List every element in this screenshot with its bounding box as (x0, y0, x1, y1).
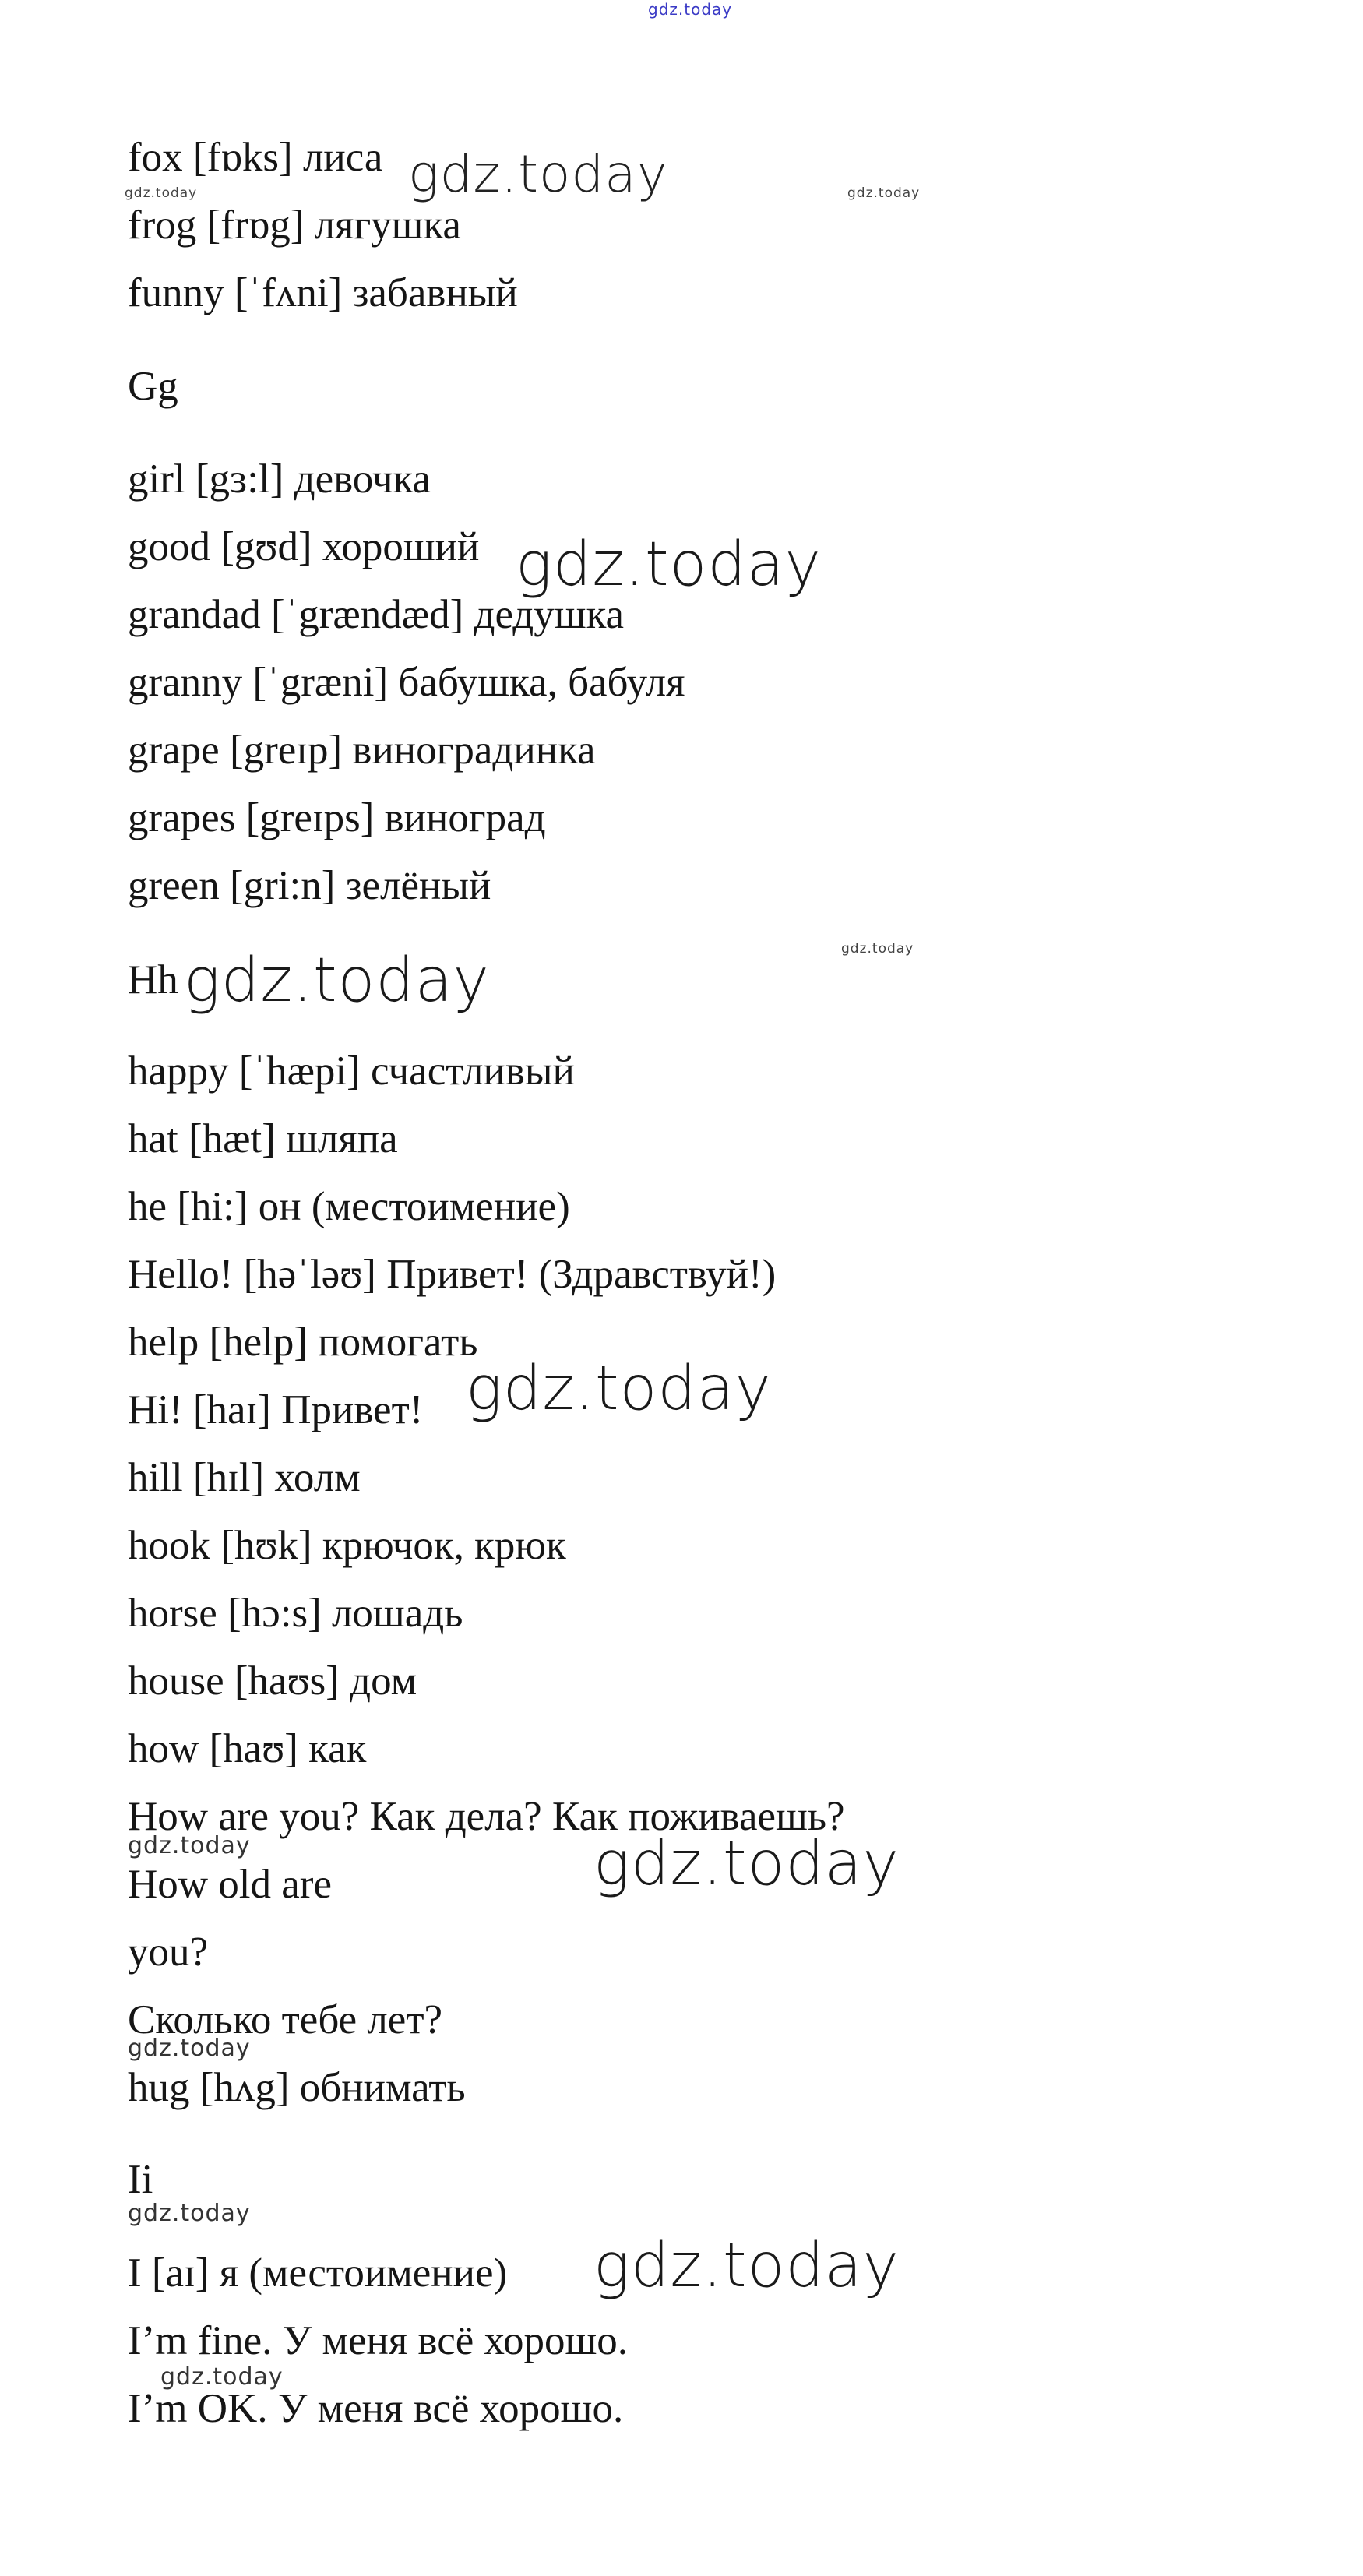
vocab-entry: good [gʊd] хороший (128, 524, 480, 569)
watermark: gdz.today (516, 530, 822, 600)
vocab-entry: he [hi:] он (местоимение) (128, 1184, 570, 1229)
watermark: gdz.today (408, 144, 668, 204)
watermark: gdz.today (184, 946, 490, 1016)
watermark: gdz.today (841, 941, 914, 957)
vocab-entry: Сколько тебе лет? (128, 1997, 443, 2042)
section-heading-i: Ii (128, 2157, 153, 2202)
vocab-entry: hill [hɪl] холм (128, 1455, 361, 1500)
vocab-entry: how [haʊ] как (128, 1726, 367, 1771)
vocab-entry: help [help] помогать (128, 1320, 478, 1365)
watermark: gdz.today (128, 2035, 251, 2062)
vocab-entry: I’m OK. У меня всё хорошо. (128, 2386, 624, 2431)
vocab-entry: grape [greɪp] виноградинка (128, 728, 596, 773)
vocab-entry: house [haʊs] дом (128, 1658, 417, 1704)
vocab-entry: grapes [greɪps] виноград (128, 795, 546, 840)
watermark: gdz.today (125, 185, 198, 201)
watermark: gdz.today (847, 185, 921, 201)
vocab-entry: How are you? Как дела? Как поживаешь? (128, 1794, 845, 1839)
section-heading-h: Hh (128, 957, 178, 1003)
watermark-top: gdz.today (648, 0, 733, 19)
vocab-entry: girl [gɜ:l] девочка (128, 456, 431, 502)
vocab-entry: happy [ˈhæpi] счастливый (128, 1048, 575, 1094)
watermark: gdz.today (593, 1829, 900, 1899)
watermark: gdz.today (466, 1354, 772, 1424)
vocab-entry: frog [frɒg] лягушка (128, 203, 461, 248)
vocab-entry: grandad [ˈgrændæd] дедушка (128, 592, 625, 637)
vocab-entry: hat [hæt] шляпа (128, 1116, 398, 1161)
watermark: gdz.today (128, 2200, 251, 2227)
vocab-entry: you? (128, 1929, 209, 1975)
vocab-entry: granny [ˈgræni] бабушка, бабуля (128, 660, 685, 705)
vocab-entry: hug [hʌg] обнимать (128, 2065, 466, 2110)
vocab-entry: Hello! [həˈləʊ] Привет! (Здравствуй!) (128, 1252, 777, 1297)
vocab-entry: horse [hɔ:s] лошадь (128, 1591, 463, 1636)
vocab-entry: I’m fine. У меня всё хорошо. (128, 2318, 629, 2363)
vocab-entry: green [gri:n] зелёный (128, 863, 491, 908)
vocab-entry: How old are (128, 1862, 332, 1907)
section-heading-g: Gg (128, 364, 178, 409)
vocab-entry: funny [ˈfʌni] забавный (128, 270, 518, 315)
watermark: gdz.today (160, 2363, 284, 2391)
watermark: gdz.today (128, 1832, 251, 1859)
vocab-entry: hook [hʊk] крючок, крюк (128, 1523, 566, 1568)
vocab-entry: fox [fɒks] лиса (128, 135, 383, 180)
vocab-entry: I [aɪ] я (местоимение) (128, 2250, 508, 2296)
watermark: gdz.today (593, 2231, 900, 2301)
vocab-entry: Hi! [haɪ] Привет! (128, 1387, 424, 1432)
